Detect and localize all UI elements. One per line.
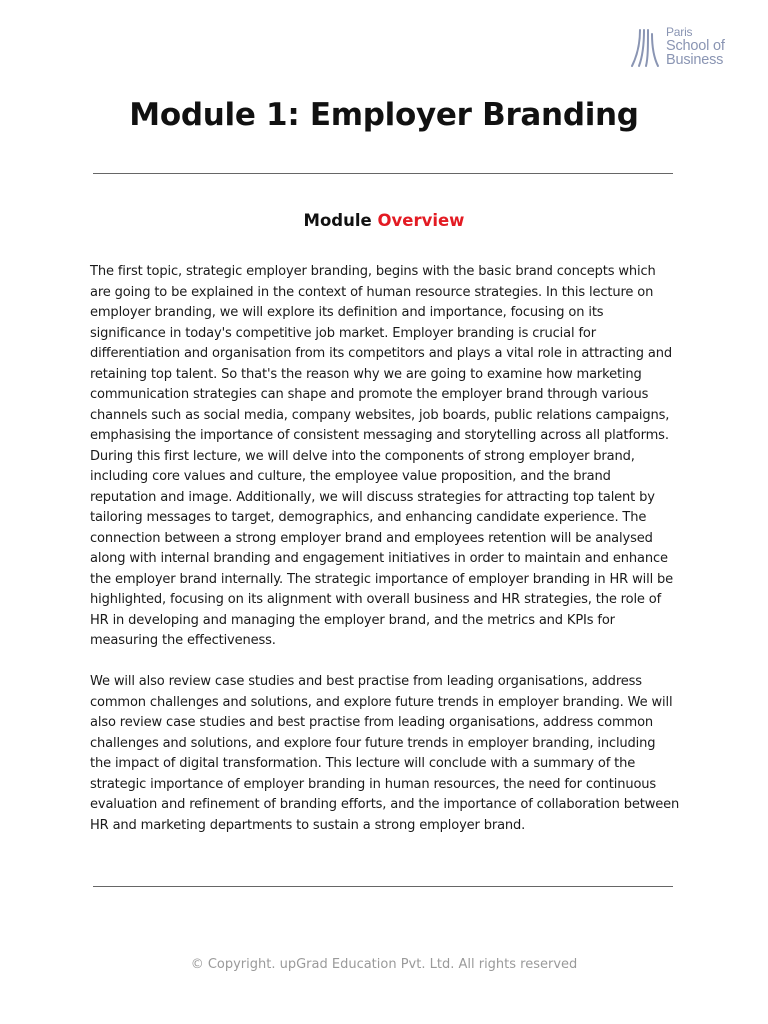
bottom-divider bbox=[93, 886, 673, 887]
logo-line-3: Business bbox=[666, 52, 724, 68]
module-overview-text bbox=[90, 262, 680, 836]
overview-paragraph-2: We will also review case studies and best practise from leading organisations, address common challenges and solutions, and explore future trends in employer branding. We will also review case studies and best practise from leading organisations, address common challenges and solutions, and explore four future trends in employer branding, including the impact of digital transformation. This lecture will conclude with a summary of the strategic importance of employer branding in human resources, the need for continuous evaluation and refinement of branding efforts, and the importance of collaboration between HR and marketing departments to sustain a strong employer brand. bbox=[90, 674, 680, 833]
section-heading-prefix: Module bbox=[303, 211, 372, 230]
eiffel-tower-icon bbox=[630, 28, 660, 68]
top-divider bbox=[93, 173, 673, 174]
school-logo bbox=[630, 26, 742, 72]
logo-line-2: School of bbox=[666, 38, 725, 54]
copyright-footer: © Copyright. upGrad Education Pvt. Ltd. All rights reserved bbox=[190, 957, 578, 972]
overview-paragraph-1: The first topic, strategic employer branding, begins with the basic brand concepts which are going to be explained in the context of human resource strategies. In this lecture on employer branding, we will explore its definition and importance, focusing on its significance in today's competitive job market. Employer branding is crucial for differentiation and organisation from its competitors and plays a vital role in attracting and retaining top talent. So that's the reason why we are going to examine how marketing communication strategies can shape and promote the employer brand through various channels such as social media, company websites, job boards, public relations campaigns, emphasising the importance of consistent messaging and storytelling across all platforms. During this first lecture, we will delve into the components of strong employer brand, including core values and culture, the employee value proposition, and the brand reputation and image. Additionally, we will discuss strategies for attracting top talent by tailoring messages to target, demographics, and enhancing candidate experience. The connection between a strong employer brand and employees retention will be analysed along with internal branding and engagement initiatives in order to maintain and enhance the employer brand internally. The strategic importance of employer branding in HR will be highlighted, focusing on its alignment with overall business and HR strategies, the role of HR in developing and managing the employer brand, and the metrics and KPIs for measuring the effectiveness. bbox=[90, 264, 674, 648]
logo-line-1: Paris bbox=[666, 25, 693, 39]
logo-wordmark bbox=[666, 26, 725, 67]
page-title: Module 1: Employer Branding bbox=[129, 97, 639, 133]
section-heading-accent: Overview bbox=[377, 211, 465, 230]
section-heading bbox=[0, 208, 768, 234]
